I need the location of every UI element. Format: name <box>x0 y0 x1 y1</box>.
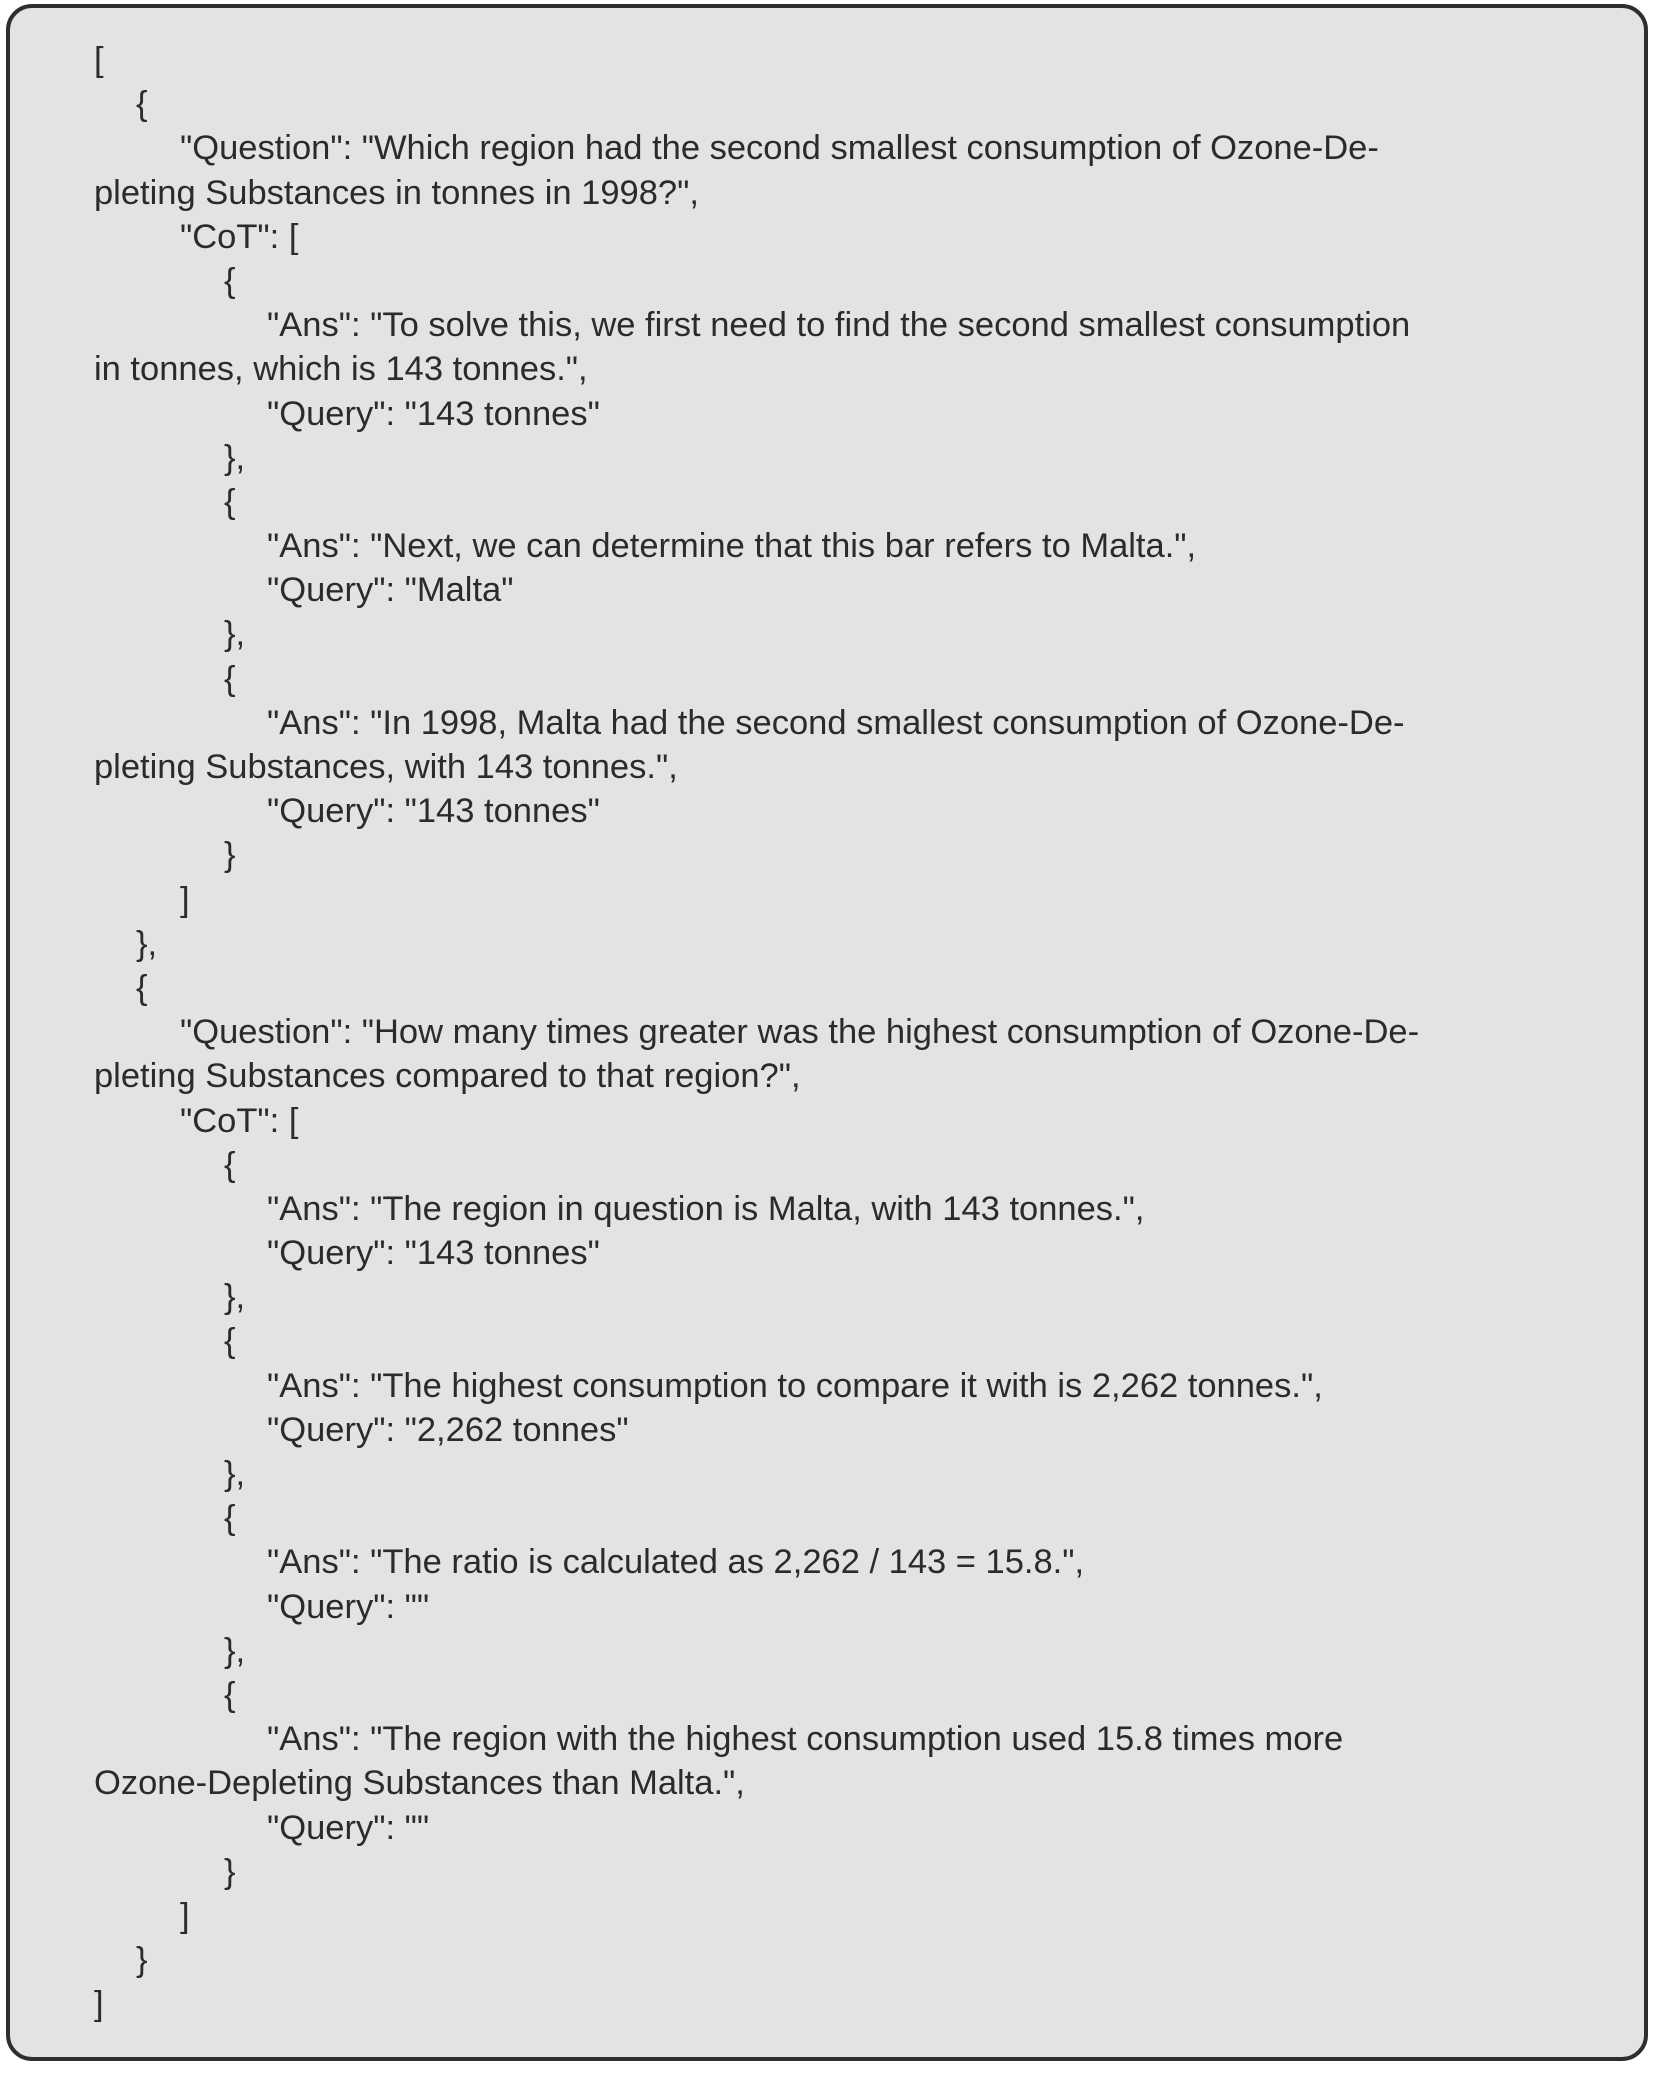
code-line: }, <box>136 924 158 963</box>
code-line: "Ans": "To solve this, we first need to find the second smallest consumption <box>267 306 1411 345</box>
code-line: { <box>224 1145 236 1184</box>
code-line: } <box>136 1941 148 1980</box>
code-line: }, <box>224 438 246 477</box>
json-code-block <box>94 38 1594 2026</box>
code-line: "Query": "" <box>267 1587 430 1626</box>
code-line: "Ans": "In 1998, Malta had the second smallest consumption of Ozone-De- <box>267 703 1405 742</box>
code-line: }, <box>224 1631 246 1670</box>
code-line: { <box>224 1675 236 1714</box>
code-line: "Question": "Which region had the second smallest consumption of Ozone-De- <box>180 129 1379 168</box>
code-line: "CoT": [ <box>180 1101 299 1140</box>
code-line: "Query": "2,262 tonnes" <box>267 1410 629 1449</box>
code-line: } <box>224 836 236 875</box>
code-line: "Query": "Malta" <box>267 571 514 610</box>
code-line: pleting Substances, with 143 tonnes.", <box>94 748 678 786</box>
code-line: Ozone-Depleting Substances than Malta.", <box>94 1764 745 1803</box>
code-line: ] <box>180 880 190 919</box>
code-line: { <box>224 1499 236 1538</box>
code-line: pleting Substances compared to that region?", <box>94 1057 801 1096</box>
code-line: }, <box>224 1455 246 1493</box>
code-line: { <box>224 482 236 521</box>
code-line: { <box>136 968 148 1007</box>
code-line: "Ans": "The ratio is calculated as 2,262 / 143 = 15.8.", <box>267 1543 1085 1582</box>
code-line: ] <box>94 1985 104 2024</box>
code-line: pleting Substances in tonnes in 1998?", <box>94 173 699 212</box>
code-line: }, <box>224 1278 246 1317</box>
code-line: "Ans": "The region with the highest consumption used 15.8 times more <box>267 1720 1344 1759</box>
json-document-panel <box>6 4 1648 2061</box>
code-line: in tonnes, which is 143 tonnes.", <box>94 350 588 389</box>
code-line: "Query": "" <box>267 1808 430 1847</box>
code-line: } <box>224 1852 236 1891</box>
code-line: "Question": "How many times greater was the highest consumption of Ozone-De- <box>180 1013 1420 1052</box>
code-line: { <box>224 1322 236 1361</box>
code-line: "Ans": "Next, we can determine that this bar refers to Malta.", <box>267 527 1197 566</box>
code-line: "Ans": "The region in question is Malta, with 143 tonnes.", <box>267 1189 1145 1228</box>
code-line: { <box>224 261 236 300</box>
code-line: ] <box>180 1896 190 1935</box>
code-line: { <box>224 659 236 698</box>
code-line: "Query": "143 tonnes" <box>267 394 600 433</box>
code-line: [ <box>94 41 104 79</box>
code-line: "Query": "143 tonnes" <box>267 1234 600 1273</box>
code-line: { <box>136 85 148 124</box>
code-line: "Ans": "The highest consumption to compare it with is 2,262 tonnes.", <box>267 1366 1323 1405</box>
code-line: "Query": "143 tonnes" <box>267 792 600 831</box>
code-line: "CoT": [ <box>180 217 299 256</box>
code-line: }, <box>224 615 246 654</box>
